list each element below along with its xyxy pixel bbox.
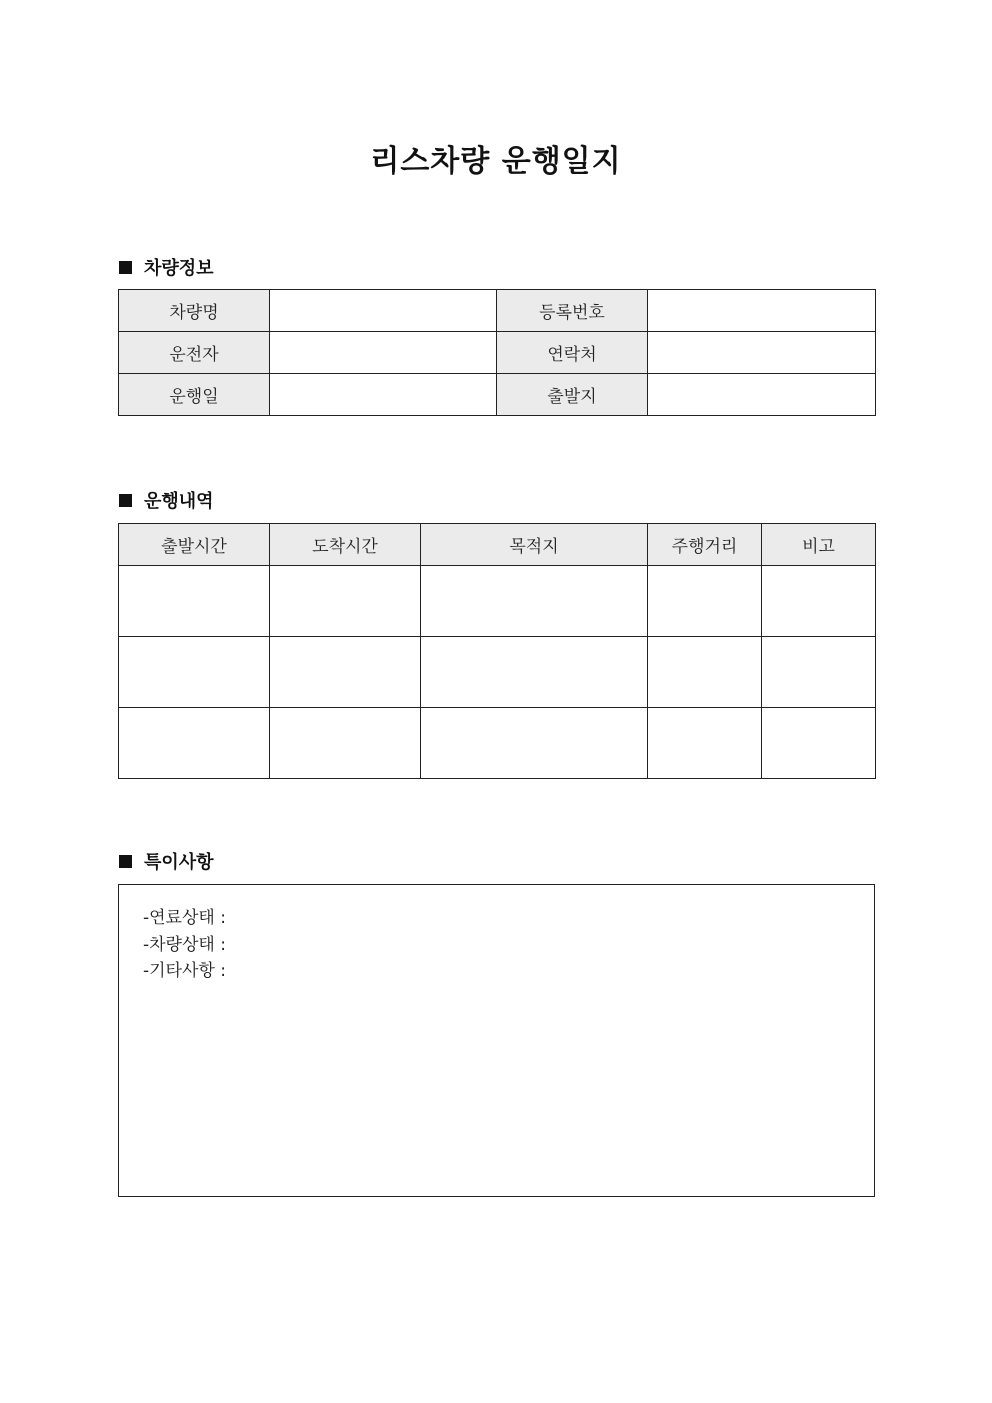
departure-place-field[interactable] <box>648 374 876 416</box>
contact-label: 연락처 <box>497 332 648 374</box>
table-row <box>119 637 876 708</box>
destination-cell[interactable] <box>421 637 648 708</box>
distance-cell[interactable] <box>648 708 762 779</box>
notes-list <box>143 905 226 985</box>
contact-field[interactable] <box>648 332 876 374</box>
column-header-destination: 목적지 <box>421 524 648 566</box>
section-heading-label: 특이사항 <box>144 852 214 873</box>
driver-label: 운전자 <box>119 332 270 374</box>
table-row <box>119 566 876 637</box>
remarks-cell[interactable] <box>762 637 876 708</box>
section-heading-vehicle-info <box>119 254 214 280</box>
arrival-time-cell[interactable] <box>270 637 421 708</box>
note-fuel-status: -연료상태 : <box>143 908 226 928</box>
black-square-bullet-icon <box>119 261 132 274</box>
table-row <box>119 708 876 779</box>
column-header-departure-time: 출발시간 <box>119 524 270 566</box>
table-header-row <box>119 524 876 566</box>
table-row <box>119 374 876 416</box>
registration-number-label: 등록번호 <box>497 290 648 332</box>
note-other-matters: -기타사항 : <box>143 961 226 981</box>
driving-date-label: 운행일 <box>119 374 270 416</box>
section-heading-label: 차량정보 <box>144 258 214 279</box>
black-square-bullet-icon <box>119 494 132 507</box>
table-row <box>119 290 876 332</box>
departure-time-cell[interactable] <box>119 637 270 708</box>
vehicle-info-table <box>118 289 876 416</box>
departure-place-label: 출발지 <box>497 374 648 416</box>
remarks-cell[interactable] <box>762 566 876 637</box>
column-header-remarks: 비고 <box>762 524 876 566</box>
column-header-distance: 주행거리 <box>648 524 762 566</box>
driver-field[interactable] <box>270 332 497 374</box>
vehicle-name-field[interactable] <box>270 290 497 332</box>
table-row <box>119 332 876 374</box>
section-heading-label: 운행내역 <box>144 491 214 512</box>
driving-log-table <box>118 523 876 779</box>
destination-cell[interactable] <box>421 708 648 779</box>
arrival-time-cell[interactable] <box>270 708 421 779</box>
registration-number-field[interactable] <box>648 290 876 332</box>
departure-time-cell[interactable] <box>119 708 270 779</box>
vehicle-name-label: 차량명 <box>119 290 270 332</box>
destination-cell[interactable] <box>421 566 648 637</box>
distance-cell[interactable] <box>648 566 762 637</box>
departure-time-cell[interactable] <box>119 566 270 637</box>
section-heading-driving-log <box>119 487 214 513</box>
notes-box[interactable] <box>118 884 875 1197</box>
column-header-arrival-time: 도착시간 <box>270 524 421 566</box>
arrival-time-cell[interactable] <box>270 566 421 637</box>
section-heading-notes <box>119 848 214 874</box>
note-vehicle-status: -차량상태 : <box>143 934 226 955</box>
remarks-cell[interactable] <box>762 708 876 779</box>
page-title: 리스차량 운행일지 <box>370 144 622 179</box>
driving-date-field[interactable] <box>270 374 497 416</box>
distance-cell[interactable] <box>648 637 762 708</box>
black-square-bullet-icon <box>119 855 132 868</box>
